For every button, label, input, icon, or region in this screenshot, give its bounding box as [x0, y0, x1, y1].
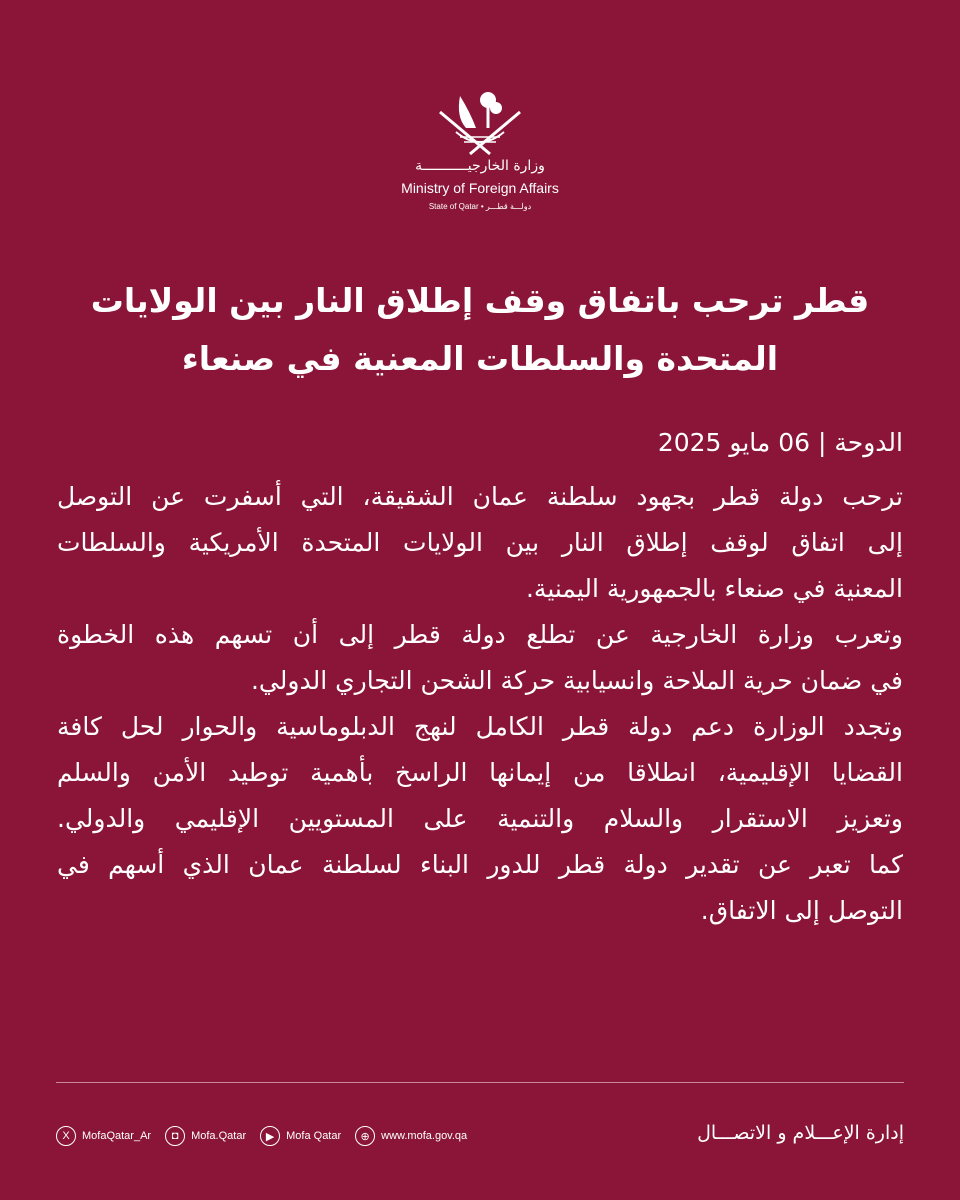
website-link[interactable]: [355, 1126, 467, 1146]
youtube-handle: Mofa Qatar: [286, 1130, 342, 1142]
x-icon: X: [56, 1126, 76, 1146]
ministry-name-english: Ministry of Foreign Affairs: [401, 180, 559, 196]
website-url: www.mofa.gov.qa: [381, 1130, 468, 1142]
youtube-icon: ▶: [260, 1126, 280, 1146]
body-line: وتجدد الوزارة دعم دولة قطر الكامل لنهج الدبلوماسية والحوار لحل كافة: [57, 712, 903, 741]
body-line: إلى اتفاق لوقف إطلاق النار بين الولايات المتحدة الأمريكية والسلطات: [57, 528, 903, 557]
globe-icon: ⊕: [355, 1126, 375, 1146]
body-line: القضايا الإقليمية، انطلاقا من إيمانها الراسخ بأهمية توطيد الأمن والسلم: [57, 758, 903, 787]
body-line: المعنية في صنعاء بالجمهورية اليمنية.: [525, 574, 903, 603]
body-line: كما تعبر عن تقدير دولة قطر للدور البناء لسلطنة عمان الذي أسهم في: [57, 850, 903, 879]
state-of-qatar: State of Qatar • دولـــة قطـــر: [428, 202, 532, 211]
qatar-emblem-logo: [430, 92, 530, 158]
statement-body: [57, 474, 903, 934]
x-handle: MofaQatar_Ar: [82, 1130, 152, 1142]
instagram-handle: Mofa.Qatar: [191, 1130, 247, 1142]
body-line: التوصل إلى الاتفاق.: [700, 896, 903, 925]
title-line: قطر ترحب باتفاق وقف إطلاق النار بين الولايات: [90, 281, 870, 320]
x-link[interactable]: [56, 1126, 151, 1146]
instagram-link[interactable]: [165, 1126, 246, 1146]
body-line: في ضمان حرية الملاحة وانسيابية حركة الشحن التجاري الدولي.: [250, 666, 903, 695]
footer-divider: [56, 1082, 904, 1083]
body-line: ترحب دولة قطر بجهود سلطنة عمان الشقيقة، التي أسفرت عن التوصل: [57, 482, 903, 511]
youtube-link[interactable]: [260, 1126, 341, 1146]
body-line: وتعرب وزارة الخارجية عن تطلع دولة قطر إلى أن تسهم هذه الخطوة: [57, 620, 903, 649]
ministry-name-arabic: وزارة الخارجيـــــــــــة: [415, 158, 545, 174]
instagram-icon: ◘: [165, 1126, 185, 1146]
dateline: الدوحة | 06 مايو 2025: [657, 428, 903, 457]
social-links: [56, 1126, 467, 1146]
body-line: وتعزيز الاستقرار والسلام والتنمية على المستويين الإقليمي والدولي.: [57, 804, 903, 833]
department-name: إدارة الإعـــلام و الاتصـــال: [697, 1122, 904, 1144]
title-line: المتحدة والسلطات المعنية في صنعاء: [181, 339, 779, 378]
page-title: [60, 272, 900, 388]
